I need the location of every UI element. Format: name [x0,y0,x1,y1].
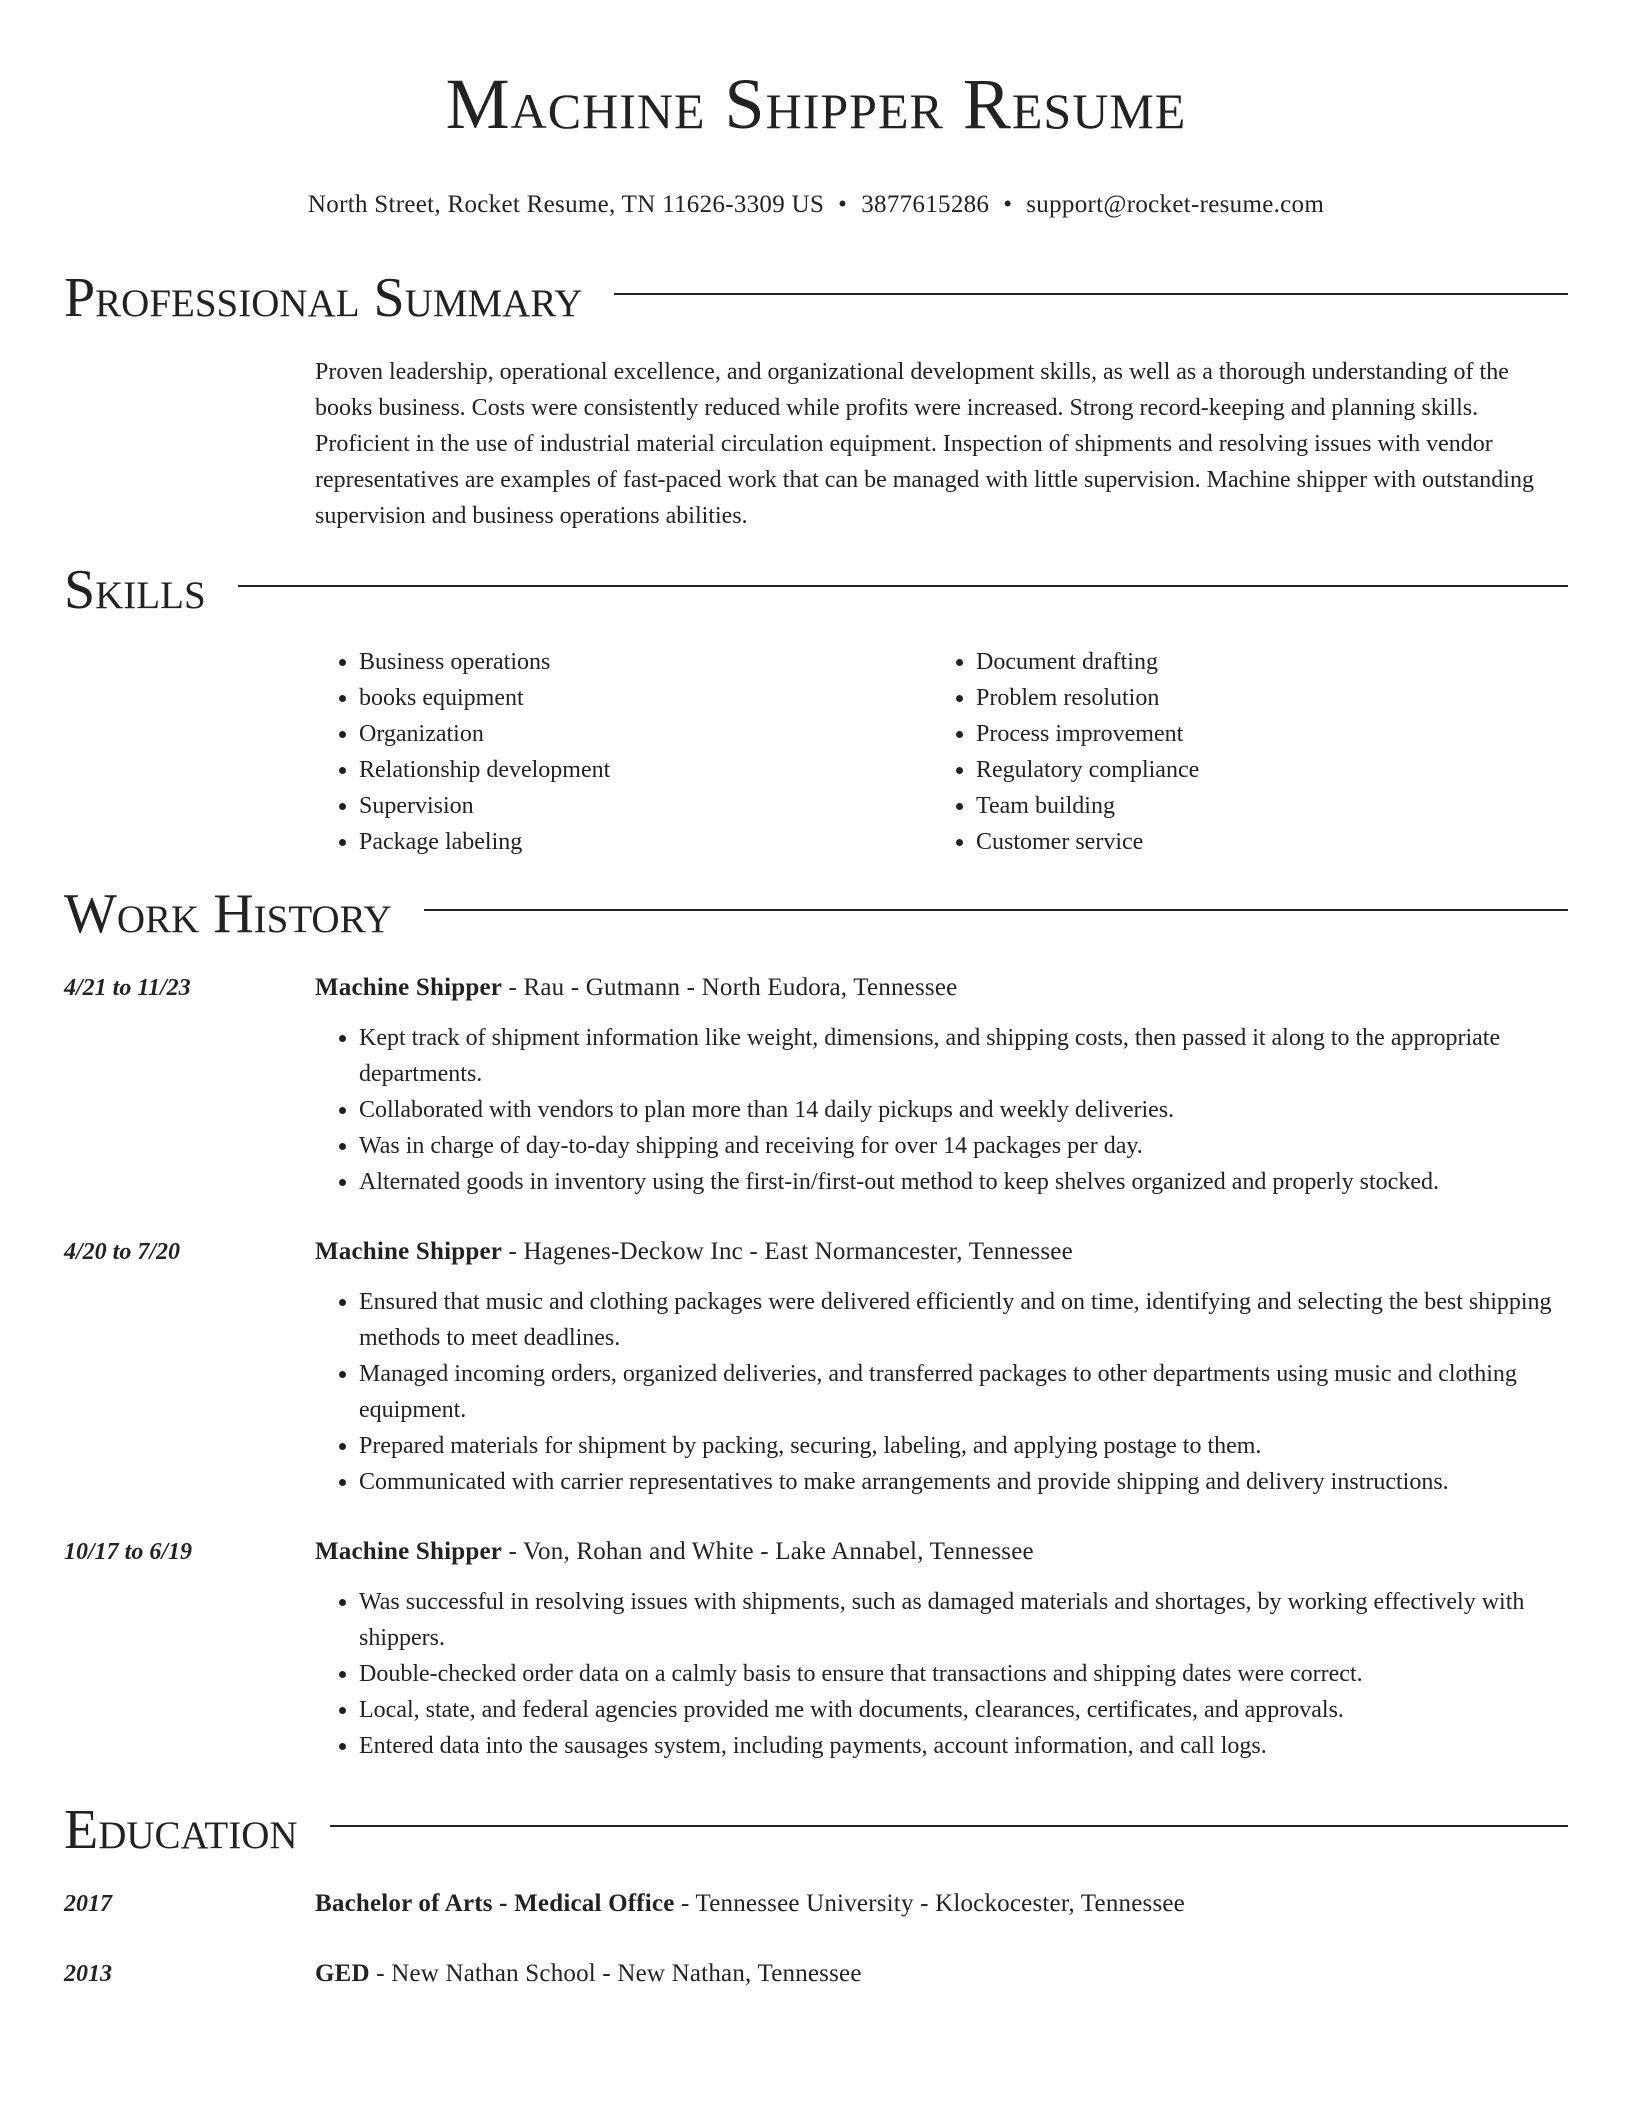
job-employer: - Hagenes-Deckow Inc - East Normancester, Tennessee [502,1238,1073,1265]
skills-list [315,644,1568,860]
job-title: Machine Shipper [315,974,503,1001]
job-bullet: • Ensured that music and clothing packages were delivered efficiently and on time, identifying and selecting the best shipping methods to meet deadlines. [359,1284,1568,1356]
job-header [315,1534,1568,1570]
skills-column-left [315,644,932,860]
job-bullet: • Communicated with carrier representatives to make arrangements and provide shipping and delivery instructions. [359,1464,1568,1500]
job-entry [64,1234,1568,1500]
email-text: support@rocket-resume.com [1026,191,1325,218]
skill-item: • Document drafting [976,644,1549,680]
job-dates: 4/20 to 7/20 [64,1239,181,1265]
education-heading-text: Education [64,1799,298,1861]
work-section-heading [64,882,1568,946]
education-entry [64,1886,1568,1922]
resume-title: Machine Shipper Resume [445,64,1187,144]
education-entry [64,1956,1568,1992]
education-degree: GED [315,1960,370,1987]
skill-item: • Organization [359,716,932,752]
skills-column-right [932,644,1549,860]
work-heading-text: Work History [64,883,392,945]
job-bullets [315,1020,1568,1200]
skill-item: • books equipment [359,680,932,716]
education-year: 2017 [64,1891,112,1917]
skill-item: • Team building [976,788,1549,824]
section-divider [614,293,1568,295]
job-bullet: • Entered data into the sausages system, including payments, account information, and call logs. [359,1728,1568,1764]
skill-item: • Process improvement [976,716,1549,752]
summary-paragraph: Proven leadership, operational excellence, and organizational development skills, as well as a thorough understanding of the books business. Costs were consistently reduced while profits were increased. Strong record-keeping and planning skills. Proficient in the use of industrial material circulation equipment. Inspection of shipments and resolving issues with vendor representatives are examples of fast-paced work that can be managed with little supervision. Machine shipper with outstanding supervision and business operations abilities. [315,359,1534,529]
skill-item: • Package labeling [359,824,932,860]
education-year: 2013 [64,1961,112,1987]
job-bullets [315,1584,1568,1764]
job-employer: - Rau - Gutmann - North Eudora, Tennessee [502,974,958,1001]
summary-section-heading [64,266,1568,330]
separator-dot: • [1003,191,1013,218]
skill-item: • Regulatory compliance [976,752,1549,788]
section-divider [330,1825,1568,1827]
separator-dot: • [838,191,848,218]
job-dates: 4/21 to 11/23 [64,975,191,1001]
skill-item: • Relationship development [359,752,932,788]
job-bullet: • Prepared materials for shipment by packing, securing, labeling, and applying postage to them. [359,1428,1568,1464]
education-school: - Tennessee University - Klockocester, Tennessee [674,1890,1185,1917]
section-divider [238,585,1568,587]
education-details [315,1886,1185,1922]
job-bullet: • Double-checked order data on a calmly basis to ensure that transactions and shipping dates were correct. [359,1656,1568,1692]
summary-heading-text: Professional Summary [64,267,583,329]
education-details [315,1956,862,1992]
skill-item: • Supervision [359,788,932,824]
skill-item: • Problem resolution [976,680,1549,716]
job-header [315,970,1568,1006]
skill-item: • Business operations [359,644,932,680]
job-dates: 10/17 to 6/19 [64,1539,193,1565]
resume-page [64,0,1568,1992]
skills-section-heading [64,558,1568,622]
skills-heading-text: Skills [64,559,206,621]
education-school: - New Nathan School - New Nathan, Tennessee [369,1960,862,1987]
phone-text: 3877615286 [861,191,990,218]
job-bullet: • Local, state, and federal agencies provided me with documents, clearances, certificates, and approvals. [359,1692,1568,1728]
job-bullet: • Kept track of shipment information like weight, dimensions, and shipping costs, then passed it along to the appropriate departments. [359,1020,1568,1092]
job-bullet: • Was successful in resolving issues with shipments, such as damaged materials and shortages, by working effectively with shippers. [359,1584,1568,1656]
job-entry [64,970,1568,1200]
job-bullets [315,1284,1568,1500]
job-employer: - Von, Rohan and White - Lake Annabel, Tennessee [502,1538,1034,1565]
address-text: North Street, Rocket Resume, TN 11626-3309 US [307,191,825,218]
job-entry [64,1534,1568,1764]
job-bullet: • Alternated goods in inventory using the first-in/first-out method to keep shelves organized and properly stocked. [359,1164,1568,1200]
section-divider [424,909,1568,911]
job-title: Machine Shipper [315,1538,503,1565]
job-bullet: • Was in charge of day-to-day shipping and receiving for over 14 packages per day. [359,1128,1568,1164]
job-bullet: • Managed incoming orders, organized deliveries, and transferred packages to other departments using music and clothing equipment. [359,1356,1568,1428]
job-header [315,1234,1568,1270]
education-degree: Bachelor of Arts - Medical Office [315,1890,675,1917]
skill-item: • Customer service [976,824,1549,860]
education-section-heading [64,1798,1568,1862]
job-bullet: • Collaborated with vendors to plan more than 14 daily pickups and weekly deliveries. [359,1092,1568,1128]
job-title: Machine Shipper [315,1238,503,1265]
contact-line [64,188,1568,222]
